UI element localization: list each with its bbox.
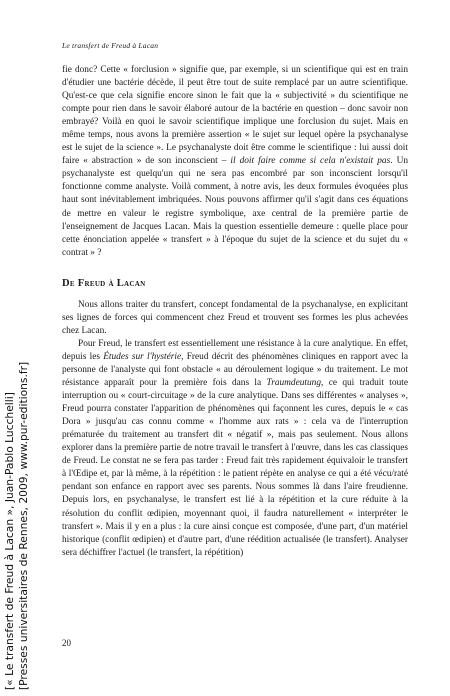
- text-run: , ce qui traduit toute interruption ou « court-circuitage » de la cure analytique. Dans ses différentes « analyses », Freud pourra constater l'apparition de phénomènes qui façonnent les cures, depuis le « cas Dora » jusqu'au cas connu comme « l'homme aux rats » : cela va de l'interruption prématurée du traitement au transfert dit « négatif », mais pas seulement. Nous allons explorer dans la première partie de notre travail le transfert à l'œuvre, dans les cas classiques de Freud. Le constat ne se fera pas tarder : Freud fait très rapidement équivaloir le transfert à l'Œdipe et, par là même, à la répétition : le patient répète en analyse ce qui a été vécu/raté pendant son enfance en rapport avec ses parents. Nous sommes là dans l'aire freudienne. Depuis lors, en psychanalyse, le transfert est lié à la répétition et la cure réduite à la résolution du conflit œdipien, moyennant quoi, il faudra naturellement « interpréter le transfert ». Mais il y en a plus : la cure ainsi conçue est composée, d'une part, d'un matériel historique (conflit œdipien) et d'autre part, d'une réédition actualisée (le transfert). Analyser sera déchiffrer l'actuel (le transfert, la répétition): [62, 378, 408, 558]
- paragraph: [62, 64, 408, 260]
- paragraph: [62, 338, 408, 560]
- citation-line-2: [Presses universitaires de Rennes, 2009, www.pur-editions.fr]: [16, 361, 30, 690]
- section-heading: De Freud à Lacan: [62, 277, 146, 289]
- side-citation: [3, 361, 30, 690]
- paragraphs-before-heading: [62, 64, 408, 260]
- paragraphs-after-heading: [62, 299, 408, 560]
- italic-text: il doit faire comme si cela n'existait pas: [230, 156, 391, 167]
- text-run: . Un psychanalyste est quelqu'un qui ne sera pas encombré par son inconscient lorsqu'il fonctionne comme analyste. Voilà comment, à notre avis, les deux formules évoquées plus haut sont inévitablement imbriquées. Nous pouvons affirmer qu'il s'agit dans ces équations de mettre en valeur le registre symbolique, axe central de la première partie de l'enseignement de Jacques Lacan. Mais la question essentielle demeure : quelle place pour cette énonciation appelée « transfert » à l'époque du sujet de la science et du sujet du « contrat » ?: [62, 156, 408, 258]
- body-text: [62, 64, 408, 560]
- text-run: Pour Freud, le transfert est essentiellement une résistance à la cure analytique. En effet, depuis les: [62, 338, 408, 362]
- text-run: fie donc? Cette « forclusion » signifie que, par exemple, si un scientifique qui est en train d'étudier une bactérie décède, il peut être tout de suite remplacé par un autre scientifique. Qu'est-ce que cela signifie encore sinon le fait que la « subjectivité » du scientifique ne compte pour rien dans le savoir élaboré autour de la bactérie en question – donc savoir non embrayé? Voilà en quoi le savoir scientifique implique une forclusion du sujet. Mais en même temps, nous avons la première assertion « le sujet sur lequel opère la psychanalyse est le sujet de la science ». Le psychanalyste doit être comme le scientifique : lui aussi doit faire « abstraction » de son inconscient –: [62, 65, 408, 167]
- page-number: 20: [62, 638, 71, 648]
- citation-line-1: [« Le transfert de Freud à Lacan », Juan-Pablo Lucchelli]: [3, 392, 16, 690]
- paragraph: [62, 299, 408, 338]
- running-head: Le transfert de Freud à Lacan: [62, 41, 159, 50]
- text-run: , Freud décrit des phénomènes cliniques en rapport avec la personne de l'analyste qui font obstacle « au déroulement logique » du traitement. Le mot résistance apparaît pour la première fois dans la: [62, 351, 408, 389]
- italic-text: Études sur l'hystérie: [103, 351, 182, 362]
- text-run: Nous allons traiter du transfert, concept fondamental de la psychanalyse, en explicitant ses lignes de forces qui commencent chez Freud et trouvent ses formes les plus achevées chez Lacan.: [62, 299, 408, 336]
- italic-text: Traumdeutung: [266, 378, 322, 389]
